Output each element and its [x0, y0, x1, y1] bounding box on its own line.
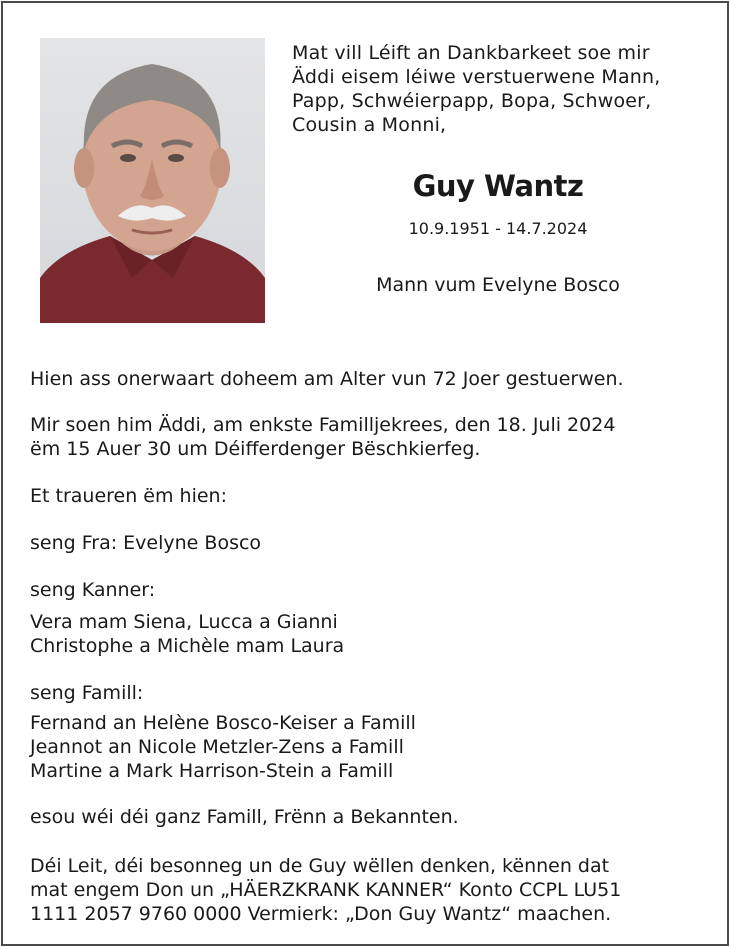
life-dates: 10.9.1951 - 14.7.2024	[408, 219, 588, 238]
child-entry: Vera mam Siena, Lucca a Gianni	[30, 611, 338, 633]
funeral-line: ëm 15 Auer 30 um Déifferdenger Bëschkierfeg.	[30, 438, 481, 460]
portrait-illustration	[40, 38, 265, 323]
family-entry: Jeannot an Nicole Metzler-Zens a Famill	[30, 736, 404, 758]
mourners-intro	[30, 484, 710, 508]
family-list	[30, 711, 710, 783]
death-notice	[30, 367, 710, 391]
spouse-line: Mann vum Evelyne Bosco	[376, 274, 620, 296]
donation-line: mat engem Don un „HÄERZKRANK KANNER“ Konto CCPL LU51	[30, 879, 622, 901]
children-list	[30, 610, 710, 658]
death-notice-text: Hien ass onerwaart doheem am Alter vun 72 Joer gestuerwen.	[30, 368, 624, 390]
funeral-line: Mir soen him Äddi, am enkste Familljekrees, den 18. Juli 2024	[30, 414, 616, 436]
wife-line	[30, 531, 710, 555]
wife-text: seng Fra: Evelyne Bosco	[30, 532, 262, 554]
deceased-name: Guy Wantz	[412, 169, 584, 203]
family-entry: Fernand an Helène Bosco-Keiser a Famill	[30, 712, 416, 734]
intro-line: Cousin a Monni,	[292, 114, 447, 136]
family-label: seng Famill:	[30, 682, 144, 704]
family-entry: Martine a Mark Harrison-Stein a Famill	[30, 760, 394, 782]
donation-line: Déi Leit, déi besonneg un de Guy wëllen denken, kënnen dat	[30, 855, 610, 877]
children-section	[30, 578, 710, 602]
obituary-card	[1, 1, 729, 946]
others-line	[30, 805, 710, 829]
child-entry: Christophe a Michèle mam Laura	[30, 635, 345, 657]
intro-line: Äddi eisem léiwe verstuerwene Mann,	[292, 66, 661, 88]
intro-line: Mat vill Léift an Dankbarkeet soe mir	[292, 42, 650, 64]
children-label: seng Kanner:	[30, 579, 156, 601]
donation-line: 1111 2057 9760 0000 Vermierk: „Don Guy Wantz“ maachen.	[30, 903, 612, 925]
funeral-info	[30, 413, 710, 461]
mourners-intro-text: Et traueren ëm hien:	[30, 485, 227, 507]
others-text: esou wéi déi ganz Famill, Frënn a Bekannten.	[30, 806, 459, 828]
family-section	[30, 681, 710, 705]
intro-line: Papp, Schwéierpapp, Bopa, Schwoer,	[292, 90, 652, 112]
portrait-photo	[40, 38, 265, 323]
intro-text	[292, 41, 712, 137]
donation-info	[30, 854, 710, 926]
